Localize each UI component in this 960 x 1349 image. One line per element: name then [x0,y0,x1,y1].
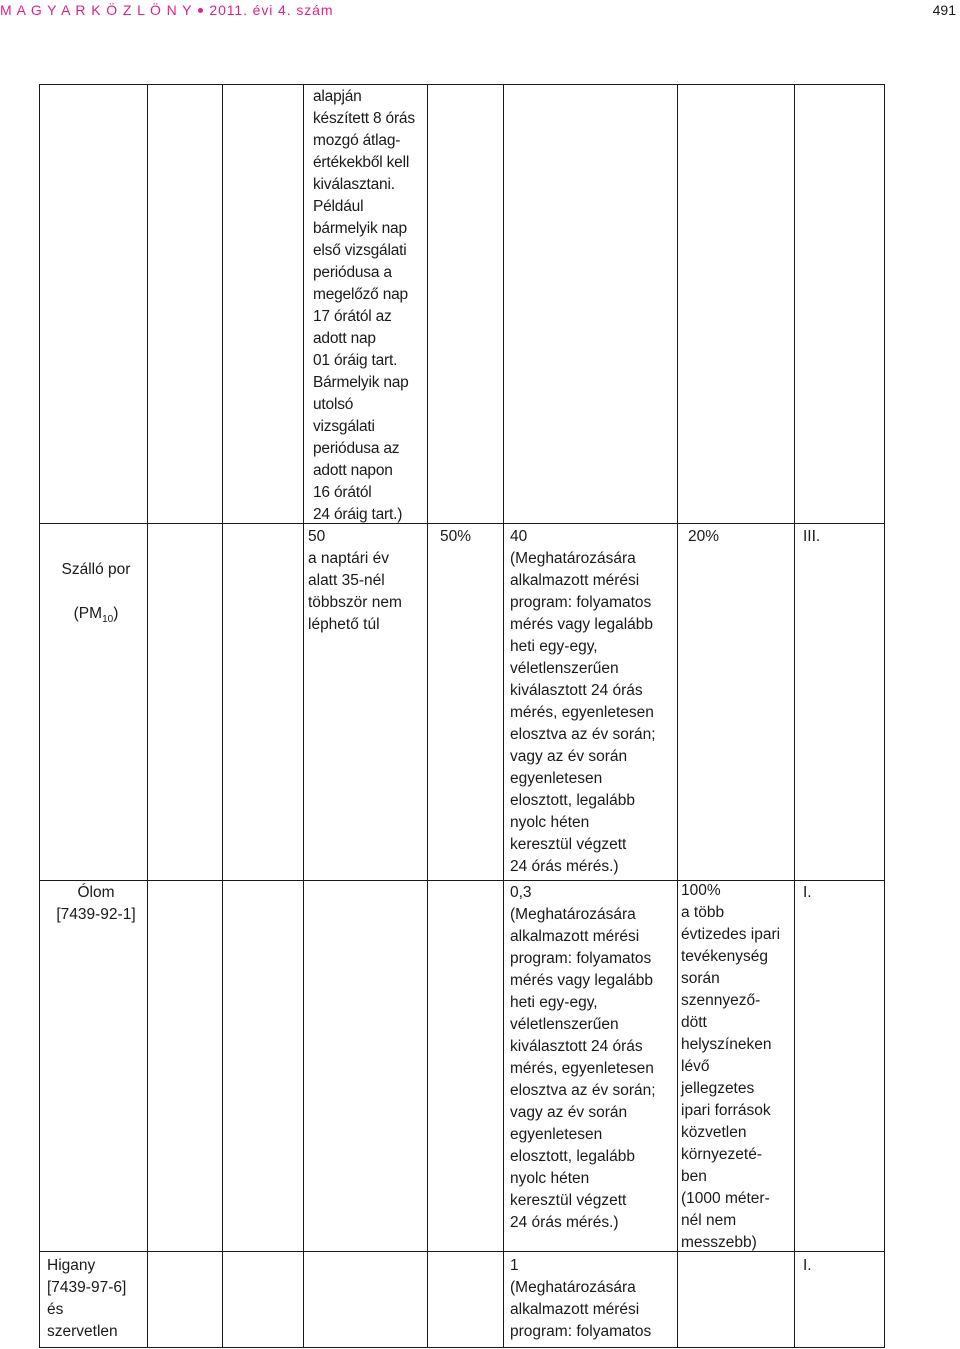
substance-symbol-close: ) [113,605,119,622]
grid-line [39,523,885,524]
grid-line [39,84,40,1348]
grid-line [427,84,428,1348]
grid-line [884,84,885,1348]
continuation-note: alapján készített 8 órás mozgó átlag- értékekből kell kiválasztani. Például bármelyik nap első vizsgálati periódusa a megelőző nap 17 órától az adott nap 01 óráig tart. Bármelyik nap utolsó vizsgálati periódusa az adott napon 16 órától 24 óráig tart.) [313,88,415,523]
tolerance-value: 50% [440,528,472,545]
grid-line [794,84,795,1348]
substance-name: Ólom [7439-92-1] [56,884,136,923]
bullet-icon [198,8,203,13]
grid-line [39,1347,885,1348]
limit-value-program: 40 (Meghatározására alkalmazott mérési program: folyamatos mérés vagy legalább heti egy-egy, véletlenszerűen kiválasztott 24 órás mérés, egyenletesen elosztva az év során; vagy az év során egyenletesen elosztott, legalább nyolc héten keresztül végzett 24 órás mérés.) [510,528,656,875]
page-header [0,0,960,22]
percent-value: 20% [688,528,720,545]
grid-line [147,84,148,1348]
zone-class: III. [803,528,821,545]
substance-name [47,537,145,625]
limit-value-program: 1 (Meghatározására alkalmazott mérési program: folyamatos [510,1257,652,1340]
substance-subscript: 10 [102,614,114,626]
grid-line [503,84,504,1348]
percent-value: 100% a több évtizedes ipari tevékenység során szennyező- dött helyszíneken lévő jellegzetes ipari források közvetlen környezeté- ben (1000 méter- nél nem messzebb) [681,882,781,1251]
limit-note: 50 a naptári év alatt 35-nél többször nem léphető túl [308,528,402,633]
journal-name: M A G Y A R K Ö Z L Ö N Y [0,2,193,18]
grid-line [303,84,304,1348]
page-number: 491 [932,2,956,18]
substance-name-text: Szálló por [61,561,131,578]
limit-value-program: 0,3 (Meghatározására alkalmazott mérési program: folyamatos mérés vagy legalább heti egy-egy, véletlenszerűen kiválasztott 24 órás mérés, egyenletesen elosztva az év során; vagy az év során egyenletesen elosztott, legalább nyolc héten keresztül végzett 24 órás mérés.) [510,884,656,1231]
journal-title [0,2,333,18]
substance-symbol: (PM [73,605,103,622]
zone-class: I. [803,1257,812,1274]
substance-name: Higany [7439-97-6] és szervetlen [47,1257,127,1340]
zone-class: I. [803,884,812,901]
grid-line [39,84,885,85]
grid-line [222,84,223,1348]
issue-label: 2011. évi 4. szám [209,2,334,18]
